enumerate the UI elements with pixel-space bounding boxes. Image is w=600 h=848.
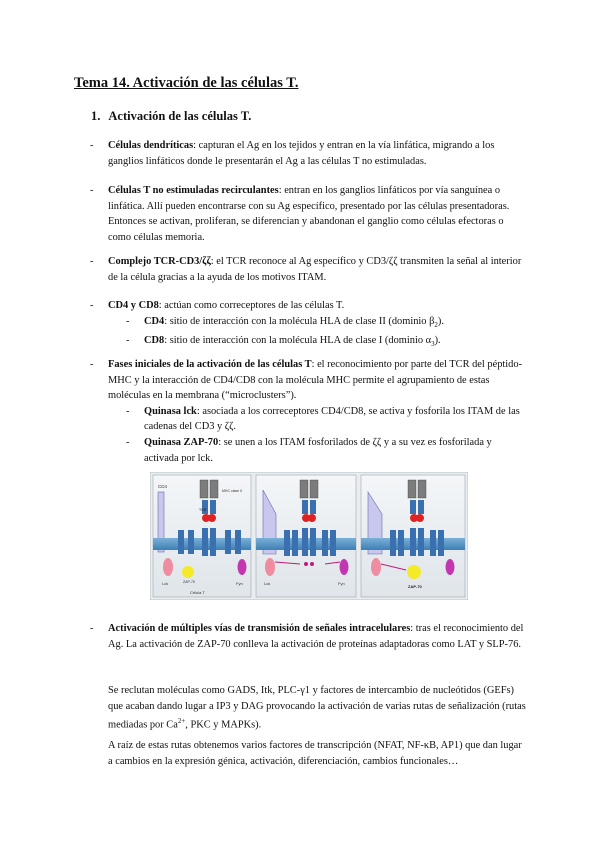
section-heading (91, 109, 251, 124)
bullet-dash: - (90, 359, 94, 370)
zap70-kinase (182, 566, 194, 578)
label-cd4: CD4 (158, 484, 168, 489)
bullet-dash: - (90, 256, 94, 267)
list-item-complejo-tcr (90, 254, 528, 285)
sub-item-quinasa-zap70 (126, 435, 528, 466)
bullet-dash: - (90, 623, 94, 634)
list-item-fases-iniciales (90, 357, 528, 466)
section-label: Activación de las células T (108, 109, 249, 123)
item-term: Complejo TCR-CD3/ζζ (108, 256, 211, 267)
label-fyn-2: Fyn (338, 581, 345, 586)
sub-item-cd8 (126, 333, 528, 353)
item-text: : entran en los ganglios linfáticos por vía sanguínea o linfática. Allí pueden encontrarse con su Ag específico, presentado por las células presentadoras. Entonces se activan, proliferan, se diferencian y abandonan el ganglio como células efectoras o como células memoria. (108, 185, 510, 243)
paragraph-end: , PKC y MAPKs). (185, 719, 262, 731)
bullet-dash: - (126, 335, 130, 347)
sub-item-term: CD4 (144, 315, 165, 327)
bullet-dash: - (126, 315, 130, 327)
sub-item-text: : se unen a los ITAM fosforilados de ζζ y a su vez es fosforilada y activada por lck. (144, 436, 492, 464)
item-term: Células T no estimuladas recirculantes (108, 185, 279, 196)
bullet-dash: - (126, 436, 130, 448)
label-celula-t: Célula T (190, 590, 205, 595)
sub-item-text: : asociada a los correceptores CD4/CD8, se activa y fosforila los ITAM de las cadenas del CD3 y ζζ. (144, 405, 520, 433)
bullet-dash: - (90, 140, 94, 151)
subscript: 2 (434, 320, 438, 329)
figure-panel-2 (256, 475, 356, 597)
page-title: Tema 14. Activación de las células T. (74, 75, 299, 91)
tcr-activation-figure (150, 472, 468, 600)
item-term: Células dendríticas (108, 140, 194, 151)
item-term: Activación de múltiples vías de transmisión de señales intracelulares (108, 623, 411, 634)
label-lck-2: Lck (264, 581, 271, 586)
item-text: : actúan como correceptores de las células T. (158, 300, 345, 311)
paragraph-reclutamiento (108, 683, 528, 733)
fyn-kinase (238, 559, 247, 575)
bullet-dash: - (126, 405, 130, 417)
sub-item-cd4 (126, 314, 528, 334)
sub-item-end: ). (437, 315, 444, 327)
lck-kinase (163, 558, 173, 576)
section-dot: . (248, 109, 252, 123)
section-number: 1. (91, 109, 101, 123)
sub-item-term: CD8 (144, 335, 165, 347)
bullet-dash: - (90, 185, 94, 196)
sub-item-end: ). (434, 335, 441, 347)
paragraph-text: A raíz de estas rutas obtenemos varios factores de transcripción (NFAT, NF-κB, AP1) que dan lugar a cambios en la expresión génica, activación, diferenciación, cambios funcionales… (108, 740, 522, 767)
paragraph-factores-transcripcion (108, 738, 528, 769)
label-zap70: ZAP-70 (183, 580, 195, 584)
label-lck: Lck (162, 581, 169, 586)
label-fyn: Fyn (236, 581, 243, 586)
list-item-cd4-cd8 (90, 298, 528, 353)
figure-panel-3 (361, 475, 465, 597)
list-item-celulas-t-no-estimuladas (90, 183, 528, 245)
item-term: CD4 y CD8 (108, 300, 159, 311)
sub-item-text: : sitio de interacción con la molécula HLA de clase II (dominio β (164, 315, 435, 327)
item-text: : el reconocimiento por parte del TCR del péptido-MHC y la interacción de CD4/CD8 con la molécula MHC permite el agrupamiento de estas moléculas en la membrana (“microclusters”). (108, 359, 523, 402)
sub-item-text: : sitio de interacción con la molécula HLA de clase I (dominio α (164, 335, 432, 347)
label-mhc: MHC clase II (222, 489, 243, 493)
item-text: : el TCR reconoce al Ag específico y CD3/ζζ transmiten la señal al interior de la célula gracias a la ayuda de los motivos ITAM. (108, 256, 522, 283)
subscript: 3 (431, 340, 435, 349)
label-tcr: TCR (199, 508, 207, 512)
paragraph-text: Se reclutan moléculas como GADS, Itk, PLC-γ1 y factores de intercambio de nucleótidos (GEFs) que acaban dando lugar a IP3 y DAG provocando la activación de varias rutas de señalización (rutas mediadas por Ca (108, 685, 526, 731)
item-term: Fases iniciales de la activación de las células T (108, 359, 312, 370)
bullet-dash: - (90, 300, 94, 311)
list-item-vias-transmision (90, 621, 528, 652)
item-text: : tras el reconocimiento del Ag. La activación de ZAP-70 conlleva la activación de proteínas adaptadoras como LAT y SLP-76. (108, 623, 524, 650)
label-zap70-2: ZAP-70 (408, 584, 422, 589)
item-text: : capturan el Ag en los tejidos y entran en la vía linfática, migrando a los ganglios linfáticos donde le presentarán el Ag a las células T no estimuladas. (108, 140, 495, 167)
sub-item-quinasa-lck (126, 404, 528, 435)
figure-panel-1 (153, 475, 251, 597)
list-item-celulas-dendriticas (90, 138, 528, 169)
superscript: 2+ (177, 717, 186, 726)
sub-item-term: Quinasa lck (144, 405, 197, 417)
sub-item-term: Quinasa ZAP-70 (144, 436, 219, 448)
